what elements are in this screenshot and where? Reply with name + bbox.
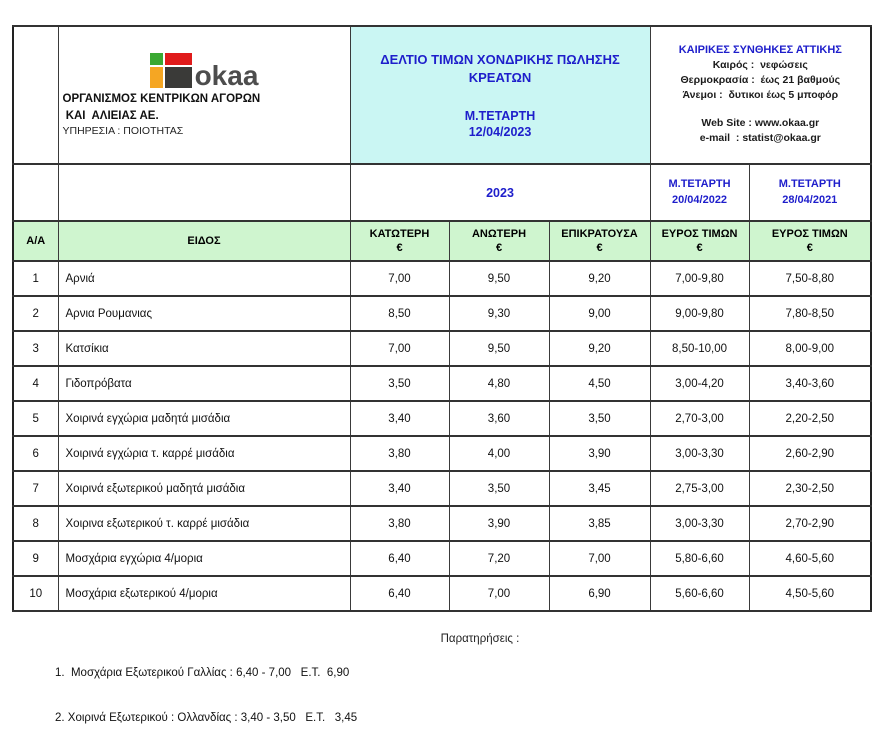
cell-range-2021: 8,00-9,00 (749, 331, 871, 366)
cell-item: Χοιρινά εγχώρια τ. καρρέ μισάδια (58, 436, 350, 471)
col-header-item: ΕΙΔΟΣ (58, 221, 350, 261)
cell-item: Μοσχάρια εξωτερικού 4/μορια (58, 576, 350, 611)
column-header-row (13, 221, 871, 261)
cell-prevailing: 3,45 (549, 471, 650, 506)
weather-cell (650, 26, 871, 164)
cell-high: 9,30 (449, 296, 549, 331)
table-row (13, 366, 871, 401)
note-1: 1. Μοσχάρια Εξωτερικού Γαλλίας : 6,40 - 7,00 Ε.Τ. 6,90 (55, 667, 350, 679)
cell-item: Κατσίκια (58, 331, 350, 366)
col-header-prevailing (549, 221, 650, 261)
cell-prevailing: 9,20 (549, 331, 650, 366)
cell-high: 3,50 (449, 471, 549, 506)
col-header-high-label: ΑΝΩΤΕΡΗ (471, 227, 527, 240)
cell-range-2021: 7,80-8,50 (749, 296, 871, 331)
cell-range-2022: 5,60-6,60 (650, 576, 749, 611)
cell-high: 4,80 (449, 366, 549, 401)
table-row (13, 296, 871, 331)
cell-range-2022: 7,00-9,80 (650, 261, 749, 296)
cell-prevailing: 6,90 (549, 576, 650, 611)
email-text: e-mail : statist@okaa.gr (699, 132, 821, 145)
cell-range-2021: 7,50-8,80 (749, 261, 871, 296)
price-rows (13, 261, 871, 611)
cell-prevailing: 3,85 (549, 506, 650, 541)
bulletin-title-line1: ΔΕΛΤΙΟ ΤΙΜΩΝ ΧΟΝΔΡΙΚΗΣ ΠΩΛΗΣΗΣ (380, 52, 620, 68)
cell-num: 10 (13, 576, 58, 611)
col-header-high (449, 221, 549, 261)
table-row (13, 261, 871, 296)
logo-dark-square (165, 67, 192, 88)
euro-symbol: € (596, 242, 603, 254)
okaa-logo (59, 53, 350, 92)
year-cell (350, 164, 650, 221)
cell-prevailing: 3,50 (549, 401, 650, 436)
cell-range-2021: 4,50-5,60 (749, 576, 871, 611)
org-service-line: ΥΠΗΡΕΣΙΑ : ΠΟΙΟΤΗΤΑΣ (62, 125, 184, 138)
cell-item: Χοιρινά εξωτερικού μαδητά μισάδια (58, 471, 350, 506)
header-row-top (13, 26, 871, 164)
logo-red-square (165, 53, 192, 65)
cell-num: 7 (13, 471, 58, 506)
table-row (13, 471, 871, 506)
weather-condition: Καιρός : νεφώσεις (712, 58, 808, 71)
cell-low: 3,80 (350, 506, 449, 541)
cell-item: Μοσχάρια εγχώρια 4/μορια (58, 541, 350, 576)
okaa-logo-mark (150, 53, 192, 88)
cell-range-2021: 2,20-2,50 (749, 401, 871, 436)
note-2: 2. Χοιρινά Εξωτερικού : Ολλανδίας : 3,40 - 3,50 Ε.Τ. 3,45 (55, 712, 358, 724)
cell-range-2021: 4,60-5,60 (749, 541, 871, 576)
cell-range-2022: 2,70-3,00 (650, 401, 749, 436)
cell-item: Χοιρινα εξωτερικού τ. καρρέ μισάδια (58, 506, 350, 541)
prev2-date: 28/04/2021 (782, 193, 838, 206)
website-text: Web Site : www.okaa.gr (701, 117, 820, 130)
cell-num: 5 (13, 401, 58, 436)
prev1-date: 20/04/2022 (672, 193, 728, 206)
cell-low: 3,40 (350, 471, 449, 506)
cell-low: 7,00 (350, 261, 449, 296)
table-row (13, 331, 871, 366)
cell-range-2022: 2,75-3,00 (650, 471, 749, 506)
col-header-range-2022 (650, 221, 749, 261)
cell-prevailing: 7,00 (549, 541, 650, 576)
table-row (13, 506, 871, 541)
col-header-aa: Α/Α (13, 221, 58, 261)
price-bulletin-table (12, 25, 872, 612)
table-row (13, 576, 871, 611)
org-name-line2: ΚΑΙ ΑΛΙΕΙΑΣ ΑΕ. (62, 110, 159, 122)
cell-prevailing: 4,50 (549, 366, 650, 401)
logo-orange-square (150, 67, 163, 88)
col-header-low (350, 221, 449, 261)
cell-range-2022: 3,00-3,30 (650, 436, 749, 471)
year-label: 2023 (486, 185, 514, 200)
cell-range-2021: 3,40-3,60 (749, 366, 871, 401)
cell-low: 6,40 (350, 541, 449, 576)
bulletin-day: Μ.ΤΕΤΑΡΤΗ (464, 108, 536, 123)
col-header-range-2021-label: ΕΥΡΟΣ ΤΙΜΩΝ (771, 227, 848, 240)
cell-high: 3,90 (449, 506, 549, 541)
prev1-day: Μ.ΤΕΤΑΡΤΗ (668, 177, 731, 190)
cell-num: 4 (13, 366, 58, 401)
euro-symbol: € (696, 242, 703, 254)
empty-corner-cell (13, 26, 58, 164)
cell-high: 7,00 (449, 576, 549, 611)
prev-year-2-cell (749, 164, 871, 221)
logo-wordmark: okaa (194, 60, 259, 92)
cell-item: Αρνια Ρουμανιας (58, 296, 350, 331)
cell-range-2022: 9,00-9,80 (650, 296, 749, 331)
cell-range-2022: 3,00-4,20 (650, 366, 749, 401)
empty-cell (13, 164, 58, 221)
col-header-range-2021 (749, 221, 871, 261)
empty-cell (58, 164, 350, 221)
weather-wind: Άνεμοι : δυτικοι έως 5 μποφόρ (682, 88, 839, 101)
cell-num: 9 (13, 541, 58, 576)
cell-high: 3,60 (449, 401, 549, 436)
cell-num: 1 (13, 261, 58, 296)
weather-title: ΚΑΙΡΙΚΕΣ ΣΥΝΘΗΚΕΣ ΑΤΤΙΚΗΣ (678, 43, 842, 56)
bulletin-title-cell (350, 26, 650, 164)
header-row-year (13, 164, 871, 221)
col-header-range-2022-label: ΕΥΡΟΣ ΤΙΜΩΝ (661, 227, 738, 240)
euro-symbol: € (396, 242, 403, 254)
cell-low: 3,40 (350, 401, 449, 436)
cell-range-2021: 2,60-2,90 (749, 436, 871, 471)
euro-symbol: € (806, 242, 813, 254)
cell-item: Γιδοπρόβατα (58, 366, 350, 401)
cell-high: 9,50 (449, 261, 549, 296)
col-header-low-label: ΚΑΤΩΤΕΡΗ (369, 227, 430, 240)
cell-low: 7,00 (350, 331, 449, 366)
table-row (13, 401, 871, 436)
org-name-line1: ΟΡΓΑΝΙΣΜΟΣ ΚΕΝΤΡΙΚΩΝ ΑΓΟΡΩΝ (62, 92, 261, 105)
cell-range-2022: 3,00-3,30 (650, 506, 749, 541)
bulletin-date: 12/04/2023 (468, 124, 532, 139)
cell-low: 8,50 (350, 296, 449, 331)
notes-title: Παρατηρήσεις : (440, 633, 520, 645)
organization-cell (58, 26, 350, 164)
weather-temperature: Θερμοκρασία : έως 21 βαθμούς (680, 73, 841, 86)
cell-prevailing: 9,20 (549, 261, 650, 296)
cell-low: 6,40 (350, 576, 449, 611)
cell-range-2022: 5,80-6,60 (650, 541, 749, 576)
cell-item: Αρνιά (58, 261, 350, 296)
cell-prevailing: 3,90 (549, 436, 650, 471)
col-header-prevailing-label: ΕΠΙΚΡΑΤΟΥΣΑ (561, 227, 638, 240)
cell-high: 9,50 (449, 331, 549, 366)
bulletin-title-line2: ΚΡΕΑΤΩΝ (468, 70, 532, 85)
table-row (13, 541, 871, 576)
cell-num: 3 (13, 331, 58, 366)
cell-range-2021: 2,30-2,50 (749, 471, 871, 506)
cell-high: 7,20 (449, 541, 549, 576)
cell-range-2021: 2,70-2,90 (749, 506, 871, 541)
euro-symbol: € (495, 242, 503, 254)
cell-num: 6 (13, 436, 58, 471)
cell-low: 3,50 (350, 366, 449, 401)
prev2-day: Μ.ΤΕΤΑΡΤΗ (778, 177, 841, 190)
cell-low: 3,80 (350, 436, 449, 471)
cell-range-2022: 8,50-10,00 (650, 331, 749, 366)
prev-year-1-cell (650, 164, 749, 221)
cell-num: 2 (13, 296, 58, 331)
cell-num: 8 (13, 506, 58, 541)
cell-item: Χοιρινά εγχώρια μαδητά μισάδια (58, 401, 350, 436)
cell-high: 4,00 (449, 436, 549, 471)
table-row (13, 436, 871, 471)
logo-green-square (150, 53, 163, 65)
weather-spacer (651, 102, 871, 116)
cell-prevailing: 9,00 (549, 296, 650, 331)
